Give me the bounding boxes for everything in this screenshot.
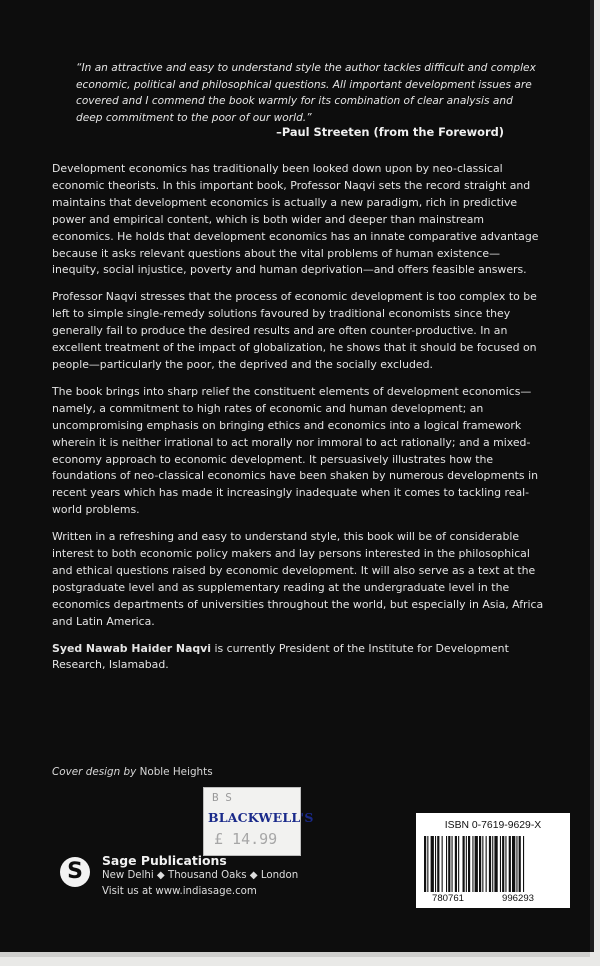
barcode-digits-right: 996293 bbox=[502, 893, 535, 904]
quote-attribution: –Paul Streeten (from the Foreword) bbox=[276, 125, 504, 139]
publisher-logo-icon bbox=[60, 857, 90, 887]
cover-credit-label: Cover design by bbox=[52, 766, 137, 778]
blurb-paragraph-1: Development economics has traditionally been looked down upon by neo-classical economic theorists. In this important book, Professor Naqvi sets the record straight and maintains that development economics is actually a new paradigm, rich in predictive power and empirical content, which is both wider and deeper than mainstream economics. He holds that development economics has an innate comparative advantage because it asks relevant questions about the vital problems of human existence—inequity, social injustice, poverty and human deprivation—and offers feasible answers. bbox=[52, 162, 539, 277]
blurb-paragraph-4: Written in a refreshing and easy to understand style, this book will be of considerable interest to both economic policy makers and lay persons interested in the philosophical and ethical questions raised by economic development. It will also serve as a text at the postgraduate level and as supplementary reading at the undergraduate level in the economics departments of universities throughout the world, but especially in Asia, Africa and Latin America. bbox=[52, 530, 544, 628]
author-name: Syed Nawab Haider Naqvi bbox=[52, 641, 212, 655]
publisher-name: Sage Publications bbox=[102, 853, 227, 868]
barcode-digits-left: 780761 bbox=[432, 893, 465, 904]
publisher-url: Visit us at www.indiasage.com bbox=[102, 886, 257, 897]
publisher-cities: New Delhi ◆ Thousand Oaks ◆ London bbox=[102, 870, 299, 881]
author-bio bbox=[52, 641, 546, 675]
blurb-paragraph-2: Professor Naqvi stresses that the process of economic development is too complex to be left to simple single-remedy solutions favoured by traditional economists since they generally fail to produce the desired results and are often counter-productive. In an excellent treatment of the impact of globalization, he shows that it should be focused on people—particularly the poor, the deprived and the socially excluded. bbox=[52, 290, 537, 371]
sticker-brand: BLACKWELL'S bbox=[208, 810, 314, 825]
sticker-price: £ 14.99 bbox=[214, 830, 278, 848]
blurb-paragraph-3: The book brings into sharp relief the constituent elements of development economics—namely, a commitment to high rates of economic and human development; an uncompromising emphasis on bringing ethics and economics into a logical framework wherein it is neither irrational to act morally nor immoral to act rationally; and a mixed-economy approach to economic development. It persuasively illustrates how the foundations of neo-classical economics have been shaken by numerous developments in recent years which has made it increasingly inadequate when it comes to tackling real-world problems. bbox=[52, 384, 538, 517]
publisher-logo-letter: S bbox=[67, 859, 83, 884]
cover-designer: Noble Heights bbox=[139, 766, 213, 778]
isbn-barcode-block bbox=[416, 813, 570, 908]
author-bio-text: is currently President of the Institute for Development Research, Islamabad. bbox=[52, 641, 509, 672]
sticker-code: B S bbox=[212, 791, 232, 804]
cover-credit bbox=[52, 766, 213, 778]
foreword-quote: “In an attractive and easy to understand style the author tackles difficult and complex economic, political and philosophical questions. All important development issues are covered and I commend the book warmly for its combination of clear analysis and deep commitment to the poor of our world.” bbox=[76, 62, 536, 124]
blurb-body bbox=[52, 161, 546, 684]
barcode-icon bbox=[424, 836, 562, 892]
isbn-label: ISBN 0-7619-9629-X bbox=[444, 820, 542, 831]
price-sticker bbox=[203, 787, 314, 856]
